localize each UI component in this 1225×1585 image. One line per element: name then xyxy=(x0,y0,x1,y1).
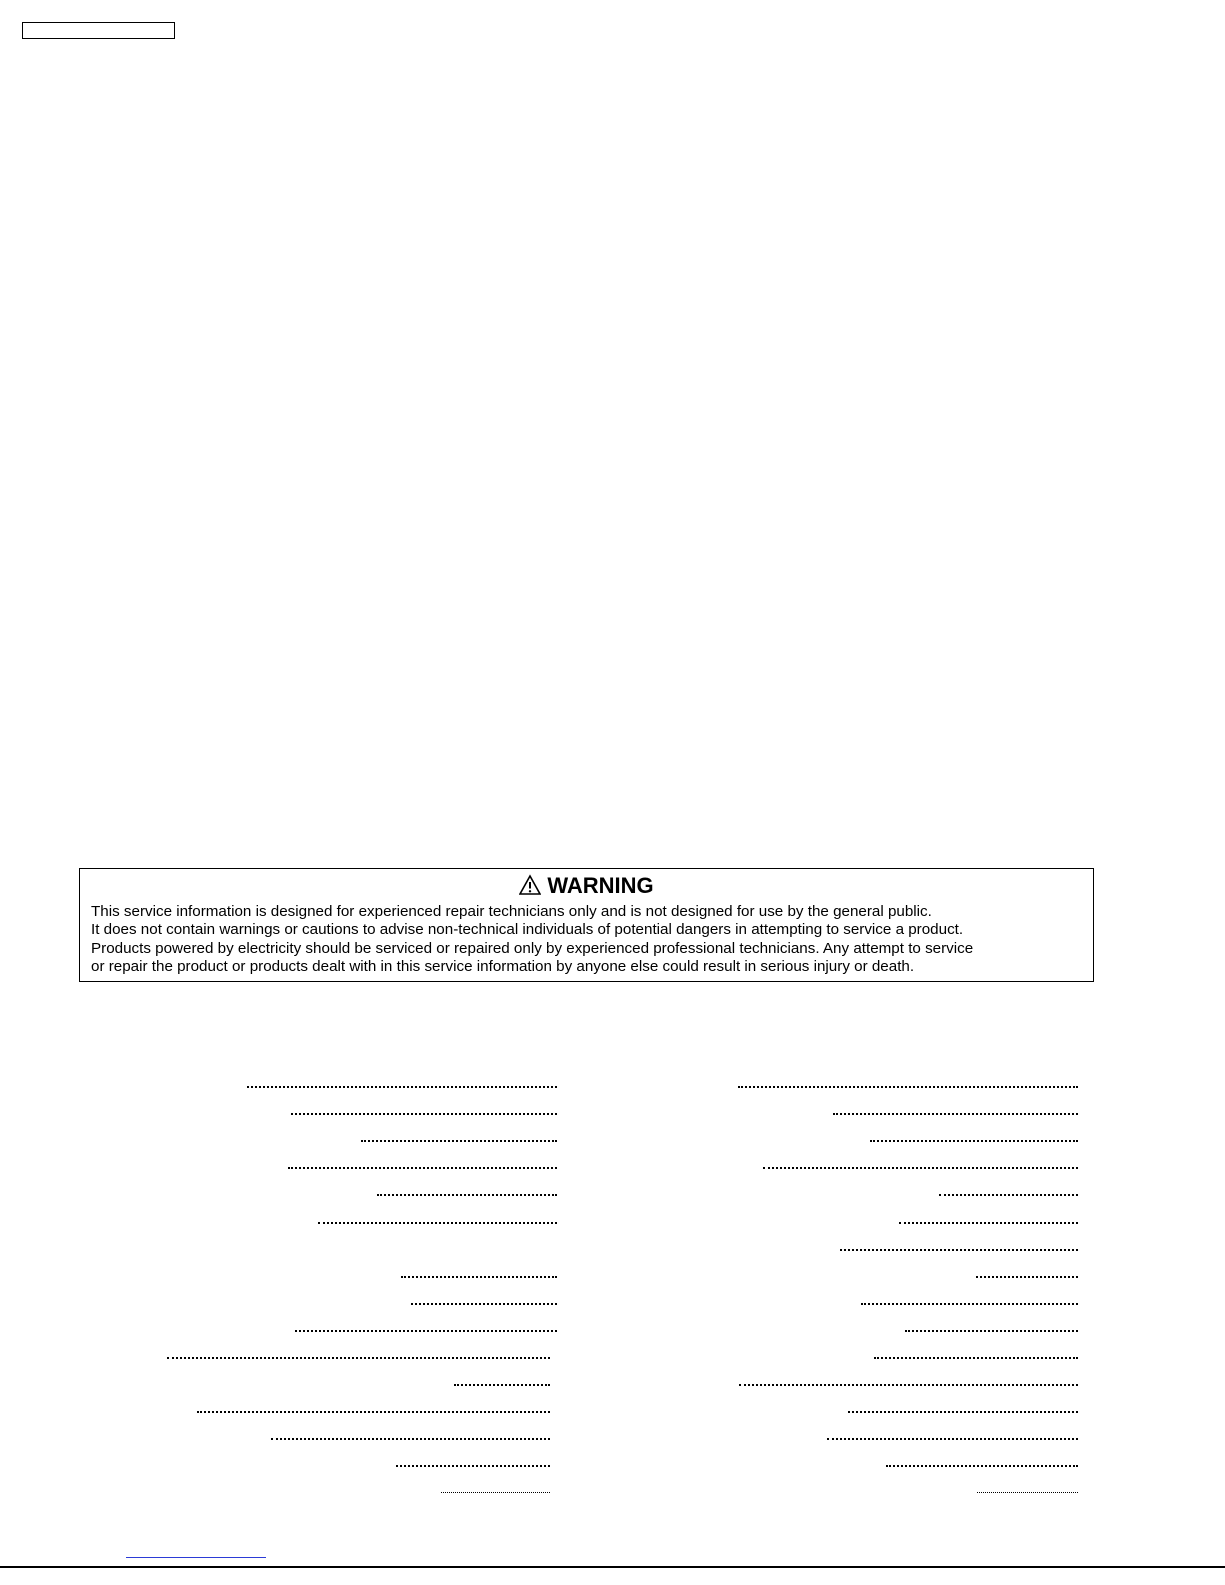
warning-heading xyxy=(80,873,1093,899)
toc-leader xyxy=(411,1303,557,1305)
warning-line: or repair the product or products dealt with in this service information by anyone else could result in serious injury or death. xyxy=(91,957,915,975)
toc-leader xyxy=(318,1222,557,1224)
toc-leader xyxy=(396,1465,550,1467)
warning-title: WARNING xyxy=(547,873,654,898)
toc-leader xyxy=(861,1303,1078,1305)
toc-leader xyxy=(167,1357,550,1359)
toc-leader xyxy=(874,1357,1078,1359)
footer-rule xyxy=(0,1566,1225,1568)
toc-leader xyxy=(833,1113,1078,1115)
footer-link-underline[interactable] xyxy=(126,1557,266,1558)
warning-line: This service information is designed for experienced repair technicians only and is not designed for use by the general public. xyxy=(91,903,932,920)
warning-line: It does not contain warnings or cautions to advise non-technical individuals of potential dangers in attempting to service a product. xyxy=(91,921,964,939)
toc-leader xyxy=(840,1249,1078,1251)
model-number-box xyxy=(22,22,175,39)
toc-leader xyxy=(454,1384,550,1386)
toc-leader xyxy=(288,1167,557,1169)
toc-leader xyxy=(870,1140,1078,1142)
warning-box xyxy=(79,868,1094,982)
toc-leader xyxy=(291,1113,557,1115)
warning-line: Products powered by electricity should be serviced or repaired only by experienced professional technicians. Any attempt to service xyxy=(91,939,974,957)
toc-leader xyxy=(886,1465,1078,1467)
toc-leader xyxy=(848,1411,1078,1413)
toc-leader xyxy=(976,1276,1078,1278)
toc-leader xyxy=(905,1330,1078,1332)
toc-leader xyxy=(401,1276,557,1278)
toc-leader xyxy=(827,1438,1078,1440)
toc-leader xyxy=(899,1222,1078,1224)
toc-leader xyxy=(738,1086,1078,1088)
toc-leader xyxy=(977,1492,1078,1493)
toc-leader xyxy=(763,1167,1078,1169)
toc-leader xyxy=(441,1492,550,1493)
warning-text xyxy=(91,903,973,976)
toc-leader xyxy=(247,1086,557,1088)
toc-leader xyxy=(271,1438,550,1440)
toc-leader xyxy=(377,1194,557,1196)
toc-leader xyxy=(197,1411,550,1413)
toc-leader xyxy=(361,1140,557,1142)
toc-leader xyxy=(739,1384,1078,1386)
warning-triangle-icon xyxy=(519,874,541,896)
toc-leader xyxy=(295,1330,557,1332)
toc-leader xyxy=(939,1194,1078,1196)
